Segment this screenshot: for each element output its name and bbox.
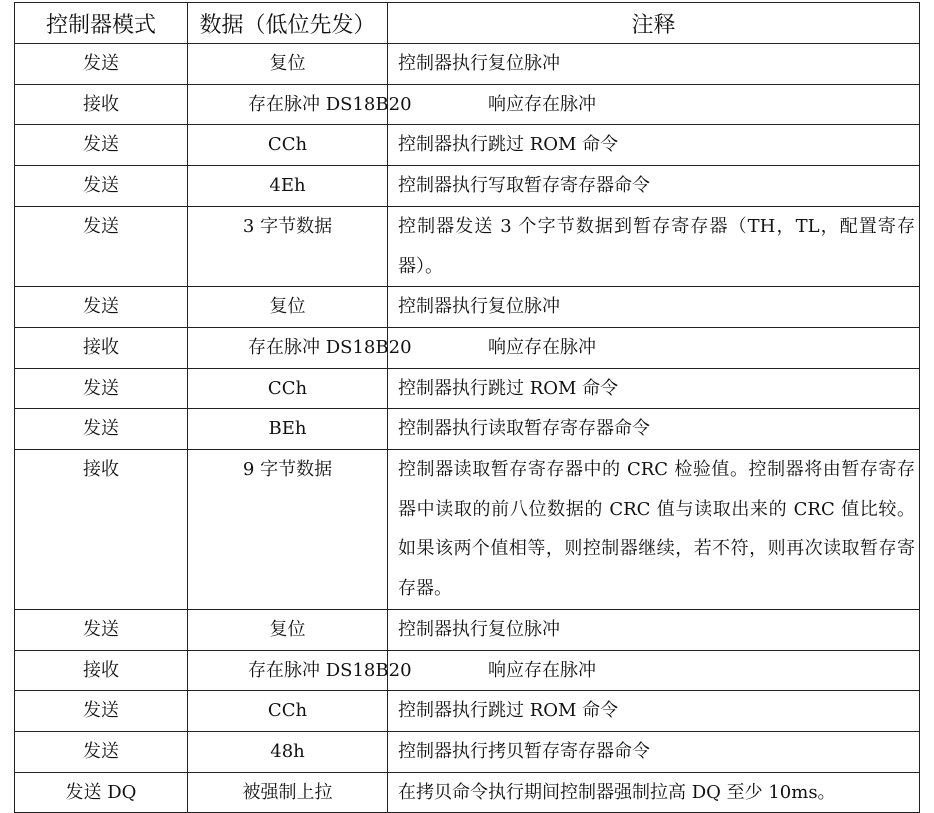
table-row: [15, 44, 920, 85]
note-cell: 控制器执行跳过 ROM 命令: [388, 368, 920, 409]
data-cell: CCh: [188, 125, 388, 166]
note-cell: 响应存在脉冲: [388, 84, 920, 125]
table-row: [15, 166, 920, 207]
data-cell: 存在脉冲 DS18B20: [188, 84, 388, 125]
note-cell: 控制器执行跳过 ROM 命令: [388, 125, 920, 166]
mode-cell: 发送: [15, 166, 188, 207]
table-row: [15, 125, 920, 166]
mode-cell: 发送: [15, 368, 188, 409]
data-cell: 复位: [188, 44, 388, 85]
note-cell: 响应存在脉冲: [388, 327, 920, 368]
mode-cell: 接收: [15, 450, 188, 610]
table-row: [15, 84, 920, 125]
table-body: [15, 44, 920, 813]
mode-cell: 发送: [15, 609, 188, 650]
table-row: [15, 691, 920, 732]
mode-cell: 发送 DQ: [15, 772, 188, 813]
table-row: [15, 368, 920, 409]
table-row: [15, 731, 920, 772]
note-cell: 控制器执行写取暂存寄存器命令: [388, 166, 920, 207]
table-row: [15, 327, 920, 368]
note-cell: 在拷贝命令执行期间控制器强制拉高 DQ 至少 10ms。: [388, 772, 920, 813]
mode-cell: 发送: [15, 691, 188, 732]
mode-cell: 接收: [15, 84, 188, 125]
data-cell: BEh: [188, 409, 388, 450]
note-cell: 控制器执行跳过 ROM 命令: [388, 691, 920, 732]
mode-cell: 发送: [15, 125, 188, 166]
protocol-table: [14, 2, 920, 813]
note-cell: 控制器执行读取暂存寄存器命令: [388, 409, 920, 450]
data-cell: 被强制上拉: [188, 772, 388, 813]
table-row: [15, 650, 920, 691]
table-row: [15, 450, 920, 610]
note-cell: 控制器执行复位脉冲: [388, 44, 920, 85]
mode-cell: 接收: [15, 650, 188, 691]
header-note: 注释: [388, 3, 920, 44]
table-row: [15, 609, 920, 650]
data-cell: 存在脉冲 DS18B20: [188, 650, 388, 691]
header-row: [15, 3, 920, 44]
table-row: [15, 287, 920, 328]
mode-cell: 发送: [15, 44, 188, 85]
note-cell: 控制器执行复位脉冲: [388, 609, 920, 650]
note-cell: 控制器读取暂存寄存器中的 CRC 检验值。控制器将由暂存寄存器中读取的前八位数据的 CRC 值与读取出来的 CRC 值比较。如果该两个值相等，则控制器继续，若不符，则再次读取暂存寄存器。: [388, 450, 920, 610]
mode-cell: 发送: [15, 206, 188, 286]
data-cell: 9 字节数据: [188, 450, 388, 610]
data-cell: 存在脉冲 DS18B20: [188, 327, 388, 368]
data-cell: 3 字节数据: [188, 206, 388, 286]
table-row: [15, 409, 920, 450]
note-cell: 控制器发送 3 个字节数据到暂存寄存器（TH，TL，配置寄存器）。: [388, 206, 920, 286]
data-cell: CCh: [188, 368, 388, 409]
mode-cell: 发送: [15, 409, 188, 450]
data-cell: 复位: [188, 287, 388, 328]
table-row: [15, 206, 920, 286]
mode-cell: 接收: [15, 327, 188, 368]
data-cell: 复位: [188, 609, 388, 650]
data-cell: 4Eh: [188, 166, 388, 207]
mode-cell: 发送: [15, 731, 188, 772]
note-cell: 响应存在脉冲: [388, 650, 920, 691]
note-cell: 控制器执行拷贝暂存寄存器命令: [388, 731, 920, 772]
mode-cell: 发送: [15, 287, 188, 328]
data-cell: CCh: [188, 691, 388, 732]
header-data: 数据（低位先发）: [188, 3, 388, 44]
note-cell: 控制器执行复位脉冲: [388, 287, 920, 328]
data-cell: 48h: [188, 731, 388, 772]
header-mode: 控制器模式: [15, 3, 188, 44]
table-row: [15, 772, 920, 813]
